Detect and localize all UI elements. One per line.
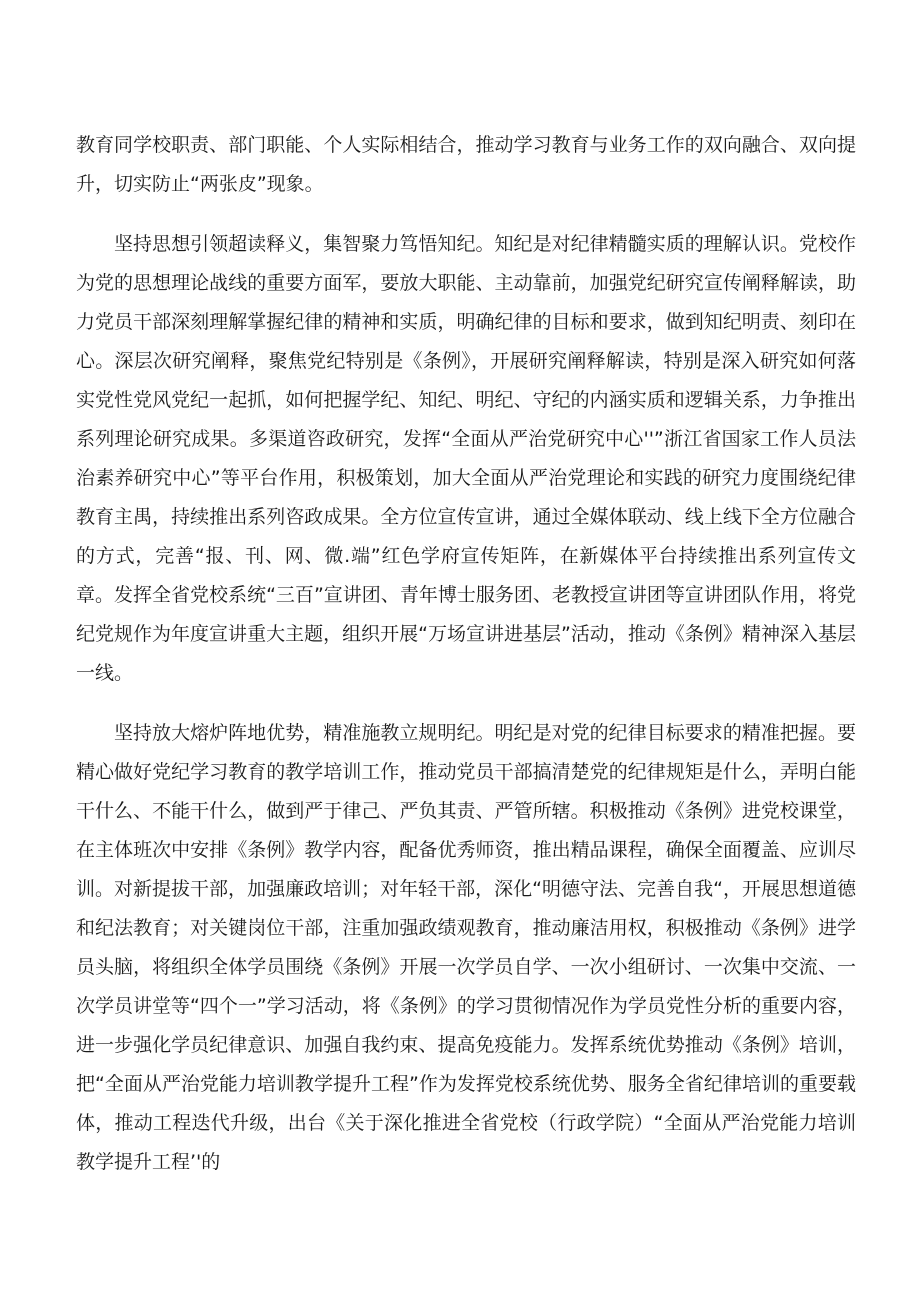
paragraph-mingji: 坚持放大熔炉阵地优势，精准施教立规明纪。明纪是对党的纪律目标要求的精准把握。要精心做好党纪学习教育的教学培训工作，推动党员干部搞清楚党的纪律规矩是什么，弄明白能干什么、不能干什么，做到严于律己、严负其责、严管所辖。积极推动《条例》进党校课堂，在主体班次中安排《条例》教学内容，配备优秀师资，推出精品课程，确保全面覆盖、应训尽训。对新提拔干部，加强廉政培训；对年轻干部，深化“明德守法、完善自我“，开展思想道德和纪法教育；对关键岗位干部，注重加强政绩观教育，推动廉洁用权，积极推动《条例》进学员头脑，将组织全体学员围绕《条例》开展一次学员自学、一次小组研讨、一次集中交流、一次学员讲堂等“四个一”学习活动，将《条例》的学习贯彻情况作为学员党性分析的重要内容，进一步强化学员纪律意识、加强自我约束、提高免疫能力。发挥系统优势推动《条例》培训，把“全面从严治党能力培训教学提升工程”作为发挥党校系统优势、服务全省纪律培训的重要载体，推动工程迭代升级，出台《关于深化推进全省党校（行政学院）“全面从严治党能力培训教学提升工程’'的 <box>76 722 856 1173</box>
paragraph-continuation: 教育同学校职责、部门职能、个人实际相结合，推动学习教育与业务工作的双向融合、双向提升，切实防止“两张皮”现象。 <box>76 134 856 195</box>
paragraph-zhiji: 坚持思想引领超读释义，集智聚力笃悟知纪。知纪是对纪律精髓实质的理解认识。党校作为党的思想理论战线的重要方面军，要放大职能、主动靠前，加强党纪研究宣传阐释解读，助力党员干部深刻理解掌握纪律的精神和实质，明确纪律的目标和要求，做到知纪明责、刻印在心。深层次研究阐释，聚焦党纪特别是《条例》，开展研究阐释解读，特别是深入研究如何落实党性党风党纪一起抓，如何把握学纪、知纪、明纪、守纪的内涵实质和逻辑关系，力争推出系列理论研究成果。多渠道咨政研究，发挥“全面从严治党研究中心''”浙江省国家工作人员法治素养研究中心”等平台作用，积极策划，加大全面从严治党理论和实践的研究力度围绕纪律教育主禺，持续推出系列咨政成果。全方位宣传宣讲，通过全媒体联动、线上线下全方位融合的方式，完善“报、刊、网、微.端”红色学府宣传矩阵，在新媒体平台持续推出系列宣传文章。发挥全省党校系统“三百”宣讲团、青年博士服务团、老教授宣讲团等宣讲团队作用，将党纪党规作为年度宣讲重大主题，组织开展“万场宣讲进基层”活动，推动《条例》精神深入基层一线。 <box>76 233 856 684</box>
document-body <box>76 126 856 1203</box>
